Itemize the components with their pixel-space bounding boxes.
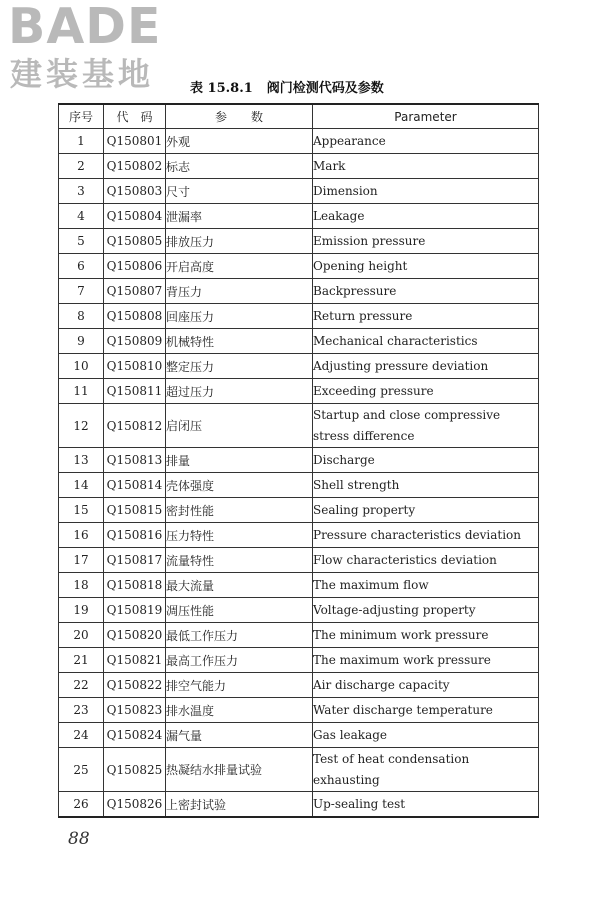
cell-param-cn: 凋压性能 [166,598,313,623]
cell-code: Q150826 [104,792,166,818]
cell-code: Q150812 [104,404,166,448]
table-row [59,598,539,623]
header-param-en: Parameter [313,104,539,129]
cell-param-en: Water discharge temperature [313,698,539,723]
table-row [59,698,539,723]
cell-seq: 1 [59,129,104,154]
cell-seq: 10 [59,354,104,379]
cell-seq: 22 [59,673,104,698]
table-row [59,548,539,573]
cell-param-cn: 排放压力 [166,229,313,254]
cell-seq: 23 [59,698,104,723]
cell-param-cn: 流量特性 [166,548,313,573]
table-body [59,129,539,818]
cell-param-cn: 热凝结水排量试验 [166,748,313,792]
header-seq: 序号 [59,104,104,129]
table-row [59,448,539,473]
cell-seq: 6 [59,254,104,279]
table-row [59,748,539,792]
table-caption [190,79,490,99]
cell-param-cn: 壳体强度 [166,473,313,498]
cell-param-cn: 最大流量 [166,573,313,598]
cell-param-en: The maximum flow [313,573,539,598]
cell-param-en: Emission pressure [313,229,539,254]
cell-code: Q150803 [104,179,166,204]
bade-logo [8,2,183,94]
table-row [59,498,539,523]
cell-param-en: Gas leakage [313,723,539,748]
cell-param-en: Shell strength [313,473,539,498]
cell-param-en: Return pressure [313,304,539,329]
table-row [59,473,539,498]
cell-code: Q150802 [104,154,166,179]
page-number: 88 [68,829,90,849]
cell-param-cn: 外观 [166,129,313,154]
cell-seq: 18 [59,573,104,598]
table-title: 阀门检测代码及参数 [266,81,384,96]
table-row [59,229,539,254]
cell-code: Q150801 [104,129,166,154]
logo-wordmark: BADE [8,0,162,55]
cell-code: Q150811 [104,379,166,404]
cell-seq: 3 [59,179,104,204]
cell-param-en: Opening height [313,254,539,279]
cell-param-cn: 背压力 [166,279,313,304]
cell-param-en: Mark [313,154,539,179]
cell-param-en: Mechanical characteristics [313,329,539,354]
cell-code: Q150809 [104,329,166,354]
cell-code: Q150813 [104,448,166,473]
table-row [59,254,539,279]
cell-param-cn: 标志 [166,154,313,179]
cell-param-en: Startup and close compressive stress difference [313,404,539,448]
cell-code: Q150814 [104,473,166,498]
table-row [59,329,539,354]
cell-code: Q150819 [104,598,166,623]
cell-seq: 8 [59,304,104,329]
cell-param-cn: 排空气能力 [166,673,313,698]
cell-param-cn: 开启高度 [166,254,313,279]
cell-seq: 26 [59,792,104,818]
cell-param-cn: 启闭压 [166,404,313,448]
cell-code: Q150816 [104,523,166,548]
table-row [59,723,539,748]
cell-param-en: Leakage [313,204,539,229]
cell-seq: 13 [59,448,104,473]
header-code: 代 码 [104,104,166,129]
cell-code: Q150823 [104,698,166,723]
table-row [59,792,539,818]
cell-param-en: Adjusting pressure deviation [313,354,539,379]
cell-code: Q150810 [104,354,166,379]
cell-seq: 17 [59,548,104,573]
table-row [59,523,539,548]
logo-chinese-name: 建装基地 [10,55,155,93]
cell-param-cn: 泄漏率 [166,204,313,229]
cell-param-en: Discharge [313,448,539,473]
cell-seq: 19 [59,598,104,623]
table-row [59,648,539,673]
cell-param-cn: 尺寸 [166,179,313,204]
cell-param-cn: 机械特性 [166,329,313,354]
cell-param-cn: 上密封试验 [166,792,313,818]
cell-code: Q150820 [104,623,166,648]
valve-parameter-table [58,103,539,818]
cell-param-en: Test of heat condensation exhausting [313,748,539,792]
cell-seq: 7 [59,279,104,304]
table-row [59,304,539,329]
cell-param-cn: 排量 [166,448,313,473]
cell-code: Q150825 [104,748,166,792]
table-row [59,379,539,404]
cell-param-cn: 超过压力 [166,379,313,404]
cell-code: Q150805 [104,229,166,254]
cell-param-cn: 漏气量 [166,723,313,748]
cell-code: Q150817 [104,548,166,573]
table-row [59,573,539,598]
table-row [59,404,539,448]
cell-code: Q150808 [104,304,166,329]
table-row [59,673,539,698]
cell-param-cn: 回座压力 [166,304,313,329]
table-row [59,154,539,179]
cell-param-en: Flow characteristics deviation [313,548,539,573]
cell-param-en: The minimum work pressure [313,623,539,648]
cell-param-cn: 最低工作压力 [166,623,313,648]
cell-seq: 2 [59,154,104,179]
cell-param-en: Exceeding pressure [313,379,539,404]
cell-param-en: Air discharge capacity [313,673,539,698]
cell-seq: 11 [59,379,104,404]
cell-seq: 20 [59,623,104,648]
table-row [59,129,539,154]
table-number: 表 15.8.1 [190,81,253,96]
cell-seq: 24 [59,723,104,748]
cell-code: Q150818 [104,573,166,598]
cell-param-en: Backpressure [313,279,539,304]
header-param-cn: 参 数 [166,104,313,129]
cell-param-en: Sealing property [313,498,539,523]
cell-param-cn: 排水温度 [166,698,313,723]
cell-seq: 5 [59,229,104,254]
cell-param-cn: 整定压力 [166,354,313,379]
cell-seq: 12 [59,404,104,448]
cell-param-cn: 最高工作压力 [166,648,313,673]
cell-param-en: Dimension [313,179,539,204]
cell-param-en: Pressure characteristics deviation [313,523,539,548]
table-row [59,179,539,204]
cell-seq: 16 [59,523,104,548]
cell-seq: 21 [59,648,104,673]
cell-code: Q150821 [104,648,166,673]
cell-code: Q150807 [104,279,166,304]
cell-seq: 4 [59,204,104,229]
cell-param-en: Voltage-adjusting property [313,598,539,623]
table-row [59,279,539,304]
cell-param-en: The maximum work pressure [313,648,539,673]
cell-code: Q150804 [104,204,166,229]
table-row [59,623,539,648]
table-header-row [59,104,539,129]
cell-param-en: Appearance [313,129,539,154]
cell-code: Q150824 [104,723,166,748]
cell-seq: 9 [59,329,104,354]
cell-seq: 14 [59,473,104,498]
cell-seq: 15 [59,498,104,523]
table-row [59,354,539,379]
cell-code: Q150822 [104,673,166,698]
cell-param-cn: 压力特性 [166,523,313,548]
cell-code: Q150815 [104,498,166,523]
cell-seq: 25 [59,748,104,792]
cell-code: Q150806 [104,254,166,279]
cell-param-en: Up-sealing test [313,792,539,818]
cell-param-cn: 密封性能 [166,498,313,523]
table-row [59,204,539,229]
